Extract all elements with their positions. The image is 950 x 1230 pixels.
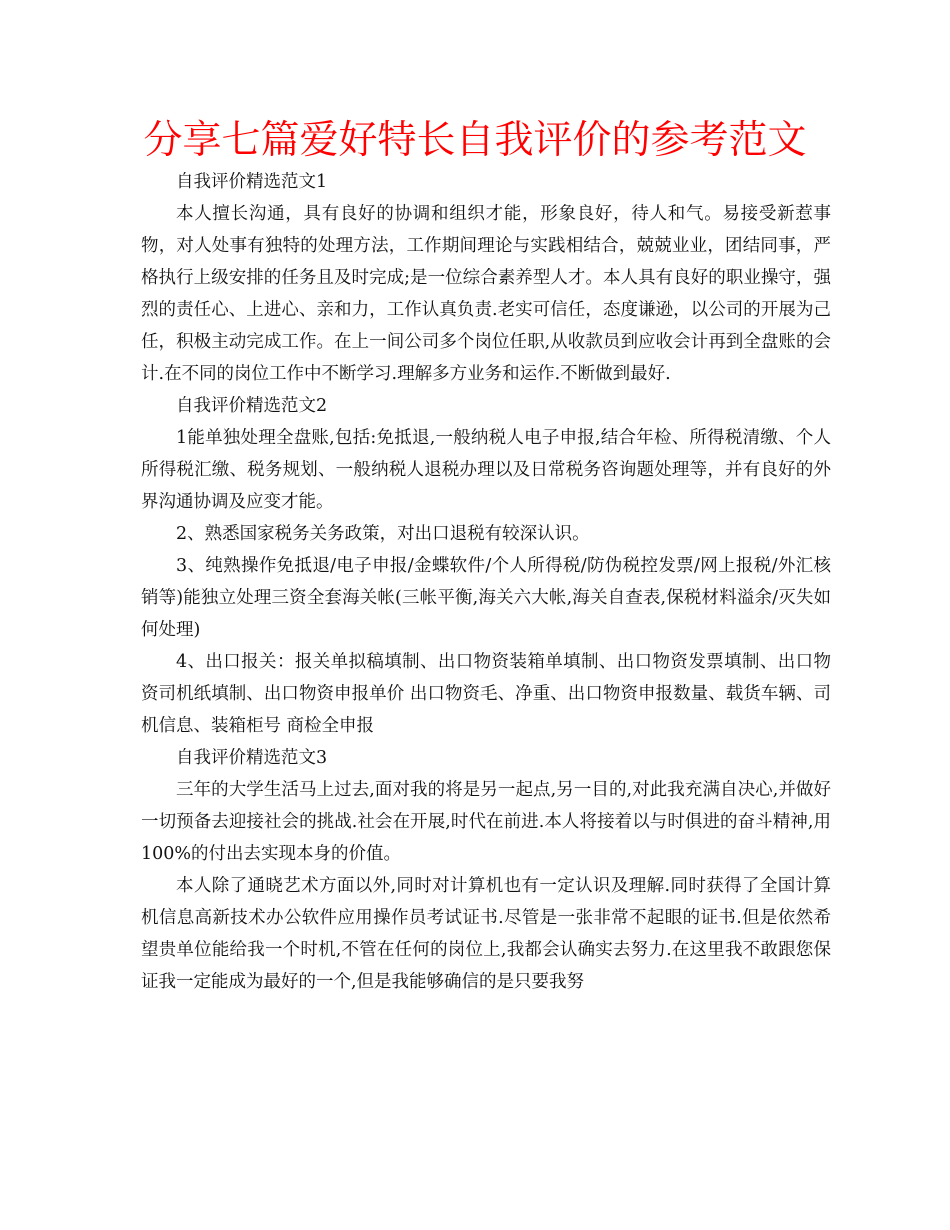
paragraph: 2、熟悉国家税务关务政策，对出口退税有较深认识。 bbox=[176, 524, 590, 544]
section-heading: 自我评价精选范文1 bbox=[176, 172, 328, 192]
section-1 bbox=[141, 166, 831, 390]
section-heading: 自我评价精选范文2 bbox=[176, 396, 328, 416]
section-2 bbox=[141, 390, 831, 742]
paragraph: 三年的大学生活马上过去,面对我的将是另一起点,另一目的,对此我充满自决心,并做好一切预备去迎接社会的挑战.社会在开展,时代在前进.本人将接着以与时俱进的奋斗精神,用100%的付出去实现本身的价值。 bbox=[141, 780, 831, 864]
section-heading: 自我评价精选范文3 bbox=[176, 748, 328, 768]
paragraph: 本人除了通晓艺术方面以外,同时对计算机也有一定认识及理解.同时获得了全国计算机信息高新技术办公软件应用操作员考试证书.尽管是一张非常不起眼的证书.但是依然希望贵单位能给我一个时机,不管在任何的岗位上,我都会认确实去努力.在这里我不敢跟您保证我一定能成为最好的一个,但是我能够确信的是只要我努 bbox=[141, 876, 831, 992]
paragraph: 1能单独处理全盘账,包括:免抵退,一般纳税人电子申报,结合年检、所得税清缴、个人所得税汇缴、税务规划、一般纳税人退税办理以及日常税务咨询题处理等，并有良好的外界沟通协调及应变才能。 bbox=[141, 428, 831, 512]
document-body bbox=[141, 166, 831, 998]
section-3 bbox=[141, 742, 831, 998]
page-title: 分享七篇爱好特长自我评价的参考范文 bbox=[143, 118, 807, 163]
paragraph: 本人擅长沟通，具有良好的协调和组织才能，形象良好，待人和气。易接受新惹事物，对人处事有独特的处理方法，工作期间理论与实践相结合，兢兢业业，团结同事，严格执行上级安排的任务且及时完成;是一位综合素养型人才。本人具有良好的职业操守，强烈的责任心、上进心、亲和力，工作认真负责.老实可信任，态度谦逊，以公司的开展为己任，积极主动完成工作。在上一间公司多个岗位任职,从收款员到应收会计再到全盘账的会计.在不同的岗位工作中不断学习.理解多方业务和运作.不断做到最好. bbox=[141, 204, 831, 384]
paragraph: 4、出口报关：报关单拟稿填制、出口物资装箱单填制、出口物资发票填制、出口物资司机纸填制、出口物资申报单价 出口物资毛、净重、出口物资申报数量、载货车辆、司机信息、装箱柜号 商检全申报 bbox=[141, 652, 831, 736]
paragraph: 3、纯熟操作免抵退/电子申报/金蝶软件/个人所得税/防伪税控发票/网上报税/外汇核销等)能独立处理三资全套海关帐(三帐平衡,海关六大帐,海关自查表,保税材料溢余/灭失如何处理) bbox=[141, 556, 831, 640]
